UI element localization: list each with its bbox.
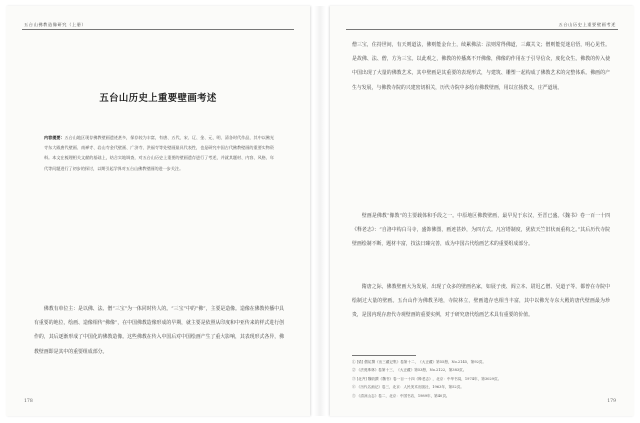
header-rule-left	[22, 29, 294, 30]
abstract	[44, 133, 274, 230]
footnote: ③ [北齐] 魏收撰《魏书》卷一百一十四《释老志》，北京：中华书局，1974年，第3029页。	[352, 376, 502, 381]
footnote: ② 《法苑珠林》卷第十三，《大正藏》第53册，No.2122，第383页。	[352, 368, 467, 373]
running-head-right: 五台山历史上重要壁画考述	[558, 22, 616, 27]
body-paragraph: 壁画是佛教“像教”的主要载体和手段之一。中原地区佛教壁画，最早见于东汉，至晋已盛。《魏书》卷一百一十四《释老志》：“自洛中构白马寺，盛饰佛图，画迹甚妙，为四方式。凡宫塔制度，犹依天竺旧状而重构之。”其后历代寺院壁画绘制不断，题材丰富，技法日臻完善，成为中国古代绘画艺术的重要组成部分。	[352, 213, 610, 248]
page-number-left: 178	[24, 399, 33, 404]
article-title: 五台山历史上重要壁画考述	[99, 93, 217, 104]
footnote: ⑤ 《清凉山志》卷二，北京：中国书店，1989年，第40页。	[352, 393, 450, 398]
body-paragraph: 隋唐之际，佛教壁画大为发展，出现了众多的壁画名家，如展子虔、阎立本、尉迟乙僧、吴道子等，都曾在寺院中绘制过大量的壁画。五台山作为佛教圣地，寺院林立，壁画遗存也相当丰富，其中以佛光寺东大殿的唐代壁画最为珍贵，是国内现存唐代寺观壁画的重要实例，对于研究唐代绘画艺术具有重要的价值。	[352, 284, 610, 319]
footnote-rule	[352, 355, 416, 356]
left-page	[6, 6, 310, 416]
right-page	[330, 6, 634, 416]
book-spine	[314, 6, 326, 416]
footnote: ① [梁] 僧祐撰《出三藏记集》卷第十二，《大正藏》第55册，No.2145，第92页。	[352, 360, 486, 364]
running-head-left: 五台山佛教造像研究（上册）	[24, 22, 87, 27]
header-rule-right	[346, 29, 618, 30]
body-paragraph: 僧三宝，住持世间，有天则道法，佛则能金台土，续累佛法：法则常得佛道，三藏关文；僧则能觉迷启悟，明心见性。是故佛、法、僧，方为三宝。以此观之，佛教的传播离不开佛像，佛像的作用在于引导信众，度化众生。佛教的传入使中国出现了大量的佛教艺术，其中壁画是其重要的表现形式，与建筑、雕塑一起构成了佛教艺术的完整体系。佛画的产生与发展，与佛教寺院的兴建密切相关，历代寺院中多绘有佛教壁画，用以宣扬教义，庄严道场。	[352, 42, 610, 91]
abstract-text: 五台山地区现存佛教壁画遗迹甚多，保存较为丰富，有唐、五代、宋、辽、金、元、明、清各时代作品，其中以佛光寺东大殿唐代壁画、南禅寺、岩山寺金代壁画、广济寺、洪福寺等处壁画最具代表性，也是研究中国古代佛教壁画的重要实物资料。本文在梳理相关文献的基础上，结合实地调查，对五台山历史上重要的壁画遗存进行了考述，并就其题材、内容、风格、年代等问题进行了初步的探讨，以期引起学界对五台山佛教壁画的进一步关注。	[44, 135, 274, 171]
body-paragraph: 佛教有单位主：是以佛、法、僧“三宝”为一体同时传人的。“三宝”中的“佛”，主要是造像。造像在佛教传播中具有重要的地位，绘画、造像相传“佛像”，在中国佛教造像形成的早期，就主要是依照从印度和中亚传来的样式进行创作的，其后逐渐形成了中国化的佛教造像。这些佛教在传入中国后对中国绘画产生了重大影响，其表现形式各异，佛教壁画即是其中的重要组成部分。	[34, 306, 284, 355]
page-number-right: 179	[607, 399, 616, 404]
footnote: ④ 《历代名画记》卷三，北京：人民美术出版社，1963年，第52页。	[352, 385, 464, 390]
abstract-label: 内容提要：	[44, 135, 65, 140]
footnotes	[352, 358, 610, 400]
